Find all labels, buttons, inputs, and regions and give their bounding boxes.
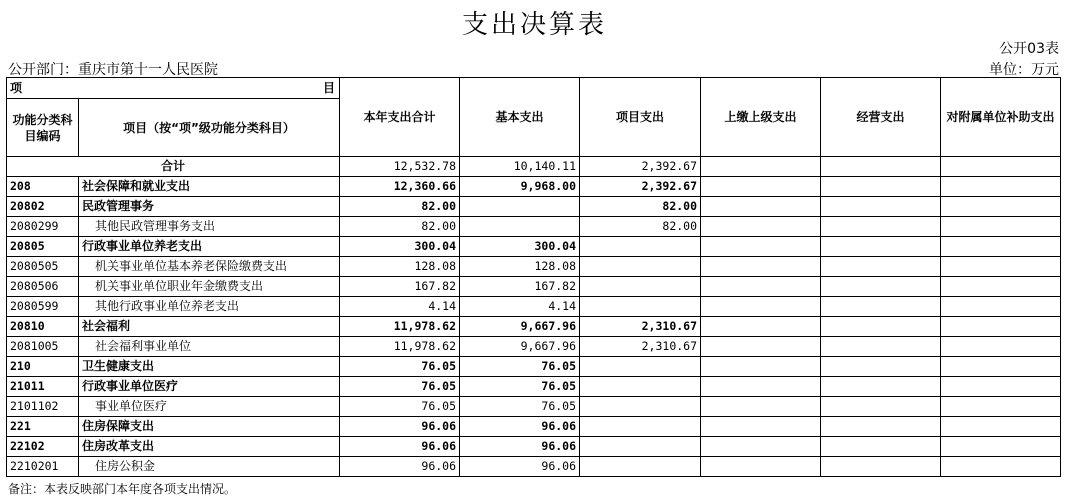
row-operate-cell [821, 357, 941, 377]
row-name-cell: 社会福利 [79, 317, 340, 337]
row-code-cell: 2081005 [7, 337, 79, 357]
table-row [7, 457, 1061, 477]
row-total-cell: 76.05 [340, 397, 460, 417]
row-upper-cell [701, 277, 821, 297]
row-code-cell: 20802 [7, 197, 79, 217]
table-row [7, 237, 1061, 257]
row-subsidy-cell [941, 457, 1061, 477]
header-code: 功能分类科目编码 [7, 99, 79, 157]
row-operate-cell [821, 197, 941, 217]
row-total-cell: 82.00 [340, 217, 460, 237]
row-upper-cell [701, 177, 821, 197]
row-total-cell: 76.05 [340, 377, 460, 397]
table-row [7, 377, 1061, 397]
row-name-cell: 住房公积金 [79, 457, 340, 477]
expenditure-table [6, 77, 1061, 477]
row-basic-cell: 9,968.00 [460, 177, 580, 197]
table-row [7, 317, 1061, 337]
row-code-cell: 21011 [7, 377, 79, 397]
row-subsidy-cell [941, 157, 1061, 177]
row-name-cell: 卫生健康支出 [79, 357, 340, 377]
row-basic-cell: 128.08 [460, 257, 580, 277]
row-subsidy-cell [941, 417, 1061, 437]
row-basic-cell: 9,667.96 [460, 337, 580, 357]
row-total-cell: 11,978.62 [340, 317, 460, 337]
row-upper-cell [701, 157, 821, 177]
row-project-cell: 82.00 [580, 197, 701, 217]
row-basic-cell: 96.06 [460, 437, 580, 457]
header-total: 本年支出合计 [340, 78, 460, 157]
row-subsidy-cell [941, 197, 1061, 217]
row-project-cell: 2,310.67 [580, 317, 701, 337]
row-project-cell [580, 237, 701, 257]
row-code-cell: 2080505 [7, 257, 79, 277]
row-operate-cell [821, 297, 941, 317]
header-project: 项目支出 [580, 78, 701, 157]
row-subsidy-cell [941, 357, 1061, 377]
row-code-cell: 208 [7, 177, 79, 197]
row-total-cell: 12,532.78 [340, 157, 460, 177]
row-subsidy-cell [941, 217, 1061, 237]
header-upper: 上缴上级支出 [701, 78, 821, 157]
row-project-cell [580, 297, 701, 317]
row-total-cell: 96.06 [340, 457, 460, 477]
row-upper-cell [701, 437, 821, 457]
row-total-cell: 12,360.66 [340, 177, 460, 197]
header-subsidy: 对附属单位补助支出 [941, 78, 1061, 157]
row-project-cell: 82.00 [580, 217, 701, 237]
row-project-cell: 2,392.67 [580, 177, 701, 197]
row-project-cell [580, 457, 701, 477]
row-name-cell: 机关事业单位职业年金缴费支出 [79, 277, 340, 297]
row-code-cell: 2080599 [7, 297, 79, 317]
row-basic-cell: 167.82 [460, 277, 580, 297]
row-subsidy-cell [941, 277, 1061, 297]
row-name-cell: 社会福利事业单位 [79, 337, 340, 357]
row-subsidy-cell [941, 397, 1061, 417]
form-number: 公开03表 [999, 41, 1059, 57]
row-project-cell [580, 257, 701, 277]
page-title: 支出决算表 [461, 10, 607, 40]
row-basic-cell: 96.06 [460, 417, 580, 437]
row-upper-cell [701, 217, 821, 237]
table-row [7, 337, 1061, 357]
row-basic-cell: 4.14 [460, 297, 580, 317]
row-subsidy-cell [941, 437, 1061, 457]
row-project-cell [580, 437, 701, 457]
row-operate-cell [821, 397, 941, 417]
row-name-cell: 行政事业单位医疗 [79, 377, 340, 397]
row-subsidy-cell [941, 177, 1061, 197]
row-basic-cell [460, 217, 580, 237]
row-operate-cell [821, 277, 941, 297]
row-code-cell: 22102 [7, 437, 79, 457]
row-upper-cell [701, 257, 821, 277]
row-code-cell: 221 [7, 417, 79, 437]
table-row [7, 357, 1061, 377]
row-name-cell: 住房改革支出 [79, 437, 340, 457]
table-row [7, 297, 1061, 317]
table-row [7, 277, 1061, 297]
row-upper-cell [701, 457, 821, 477]
row-operate-cell [821, 457, 941, 477]
row-project-cell: 2,310.67 [580, 337, 701, 357]
row-total-cell: 167.82 [340, 277, 460, 297]
table-row [7, 197, 1061, 217]
row-operate-cell [821, 337, 941, 357]
row-name-cell: 民政管理事务 [79, 197, 340, 217]
row-subsidy-cell [941, 297, 1061, 317]
row-upper-cell [701, 197, 821, 217]
row-upper-cell [701, 317, 821, 337]
row-code-cell: 20810 [7, 317, 79, 337]
row-name-cell: 住房保障支出 [79, 417, 340, 437]
row-subsidy-cell [941, 337, 1061, 357]
row-code-cell: 2080299 [7, 217, 79, 237]
total-label-cell: 合计 [7, 157, 340, 177]
row-upper-cell [701, 297, 821, 317]
row-total-cell: 76.05 [340, 357, 460, 377]
row-operate-cell [821, 217, 941, 237]
row-upper-cell [701, 397, 821, 417]
row-upper-cell [701, 377, 821, 397]
row-total-cell: 82.00 [340, 197, 460, 217]
row-basic-cell: 300.04 [460, 237, 580, 257]
row-code-cell: 20805 [7, 237, 79, 257]
row-upper-cell [701, 357, 821, 377]
row-name-cell: 机关事业单位基本养老保险缴费支出 [79, 257, 340, 277]
table-row [7, 397, 1061, 417]
row-code-cell: 2101102 [7, 397, 79, 417]
row-code-cell: 2210201 [7, 457, 79, 477]
row-name-cell: 行政事业单位养老支出 [79, 237, 340, 257]
row-project-cell [580, 397, 701, 417]
header-name: 项目（按“项”级功能分类科目） [79, 99, 340, 157]
row-subsidy-cell [941, 257, 1061, 277]
row-operate-cell [821, 237, 941, 257]
row-operate-cell [821, 437, 941, 457]
header-basic: 基本支出 [460, 78, 580, 157]
row-basic-cell: 96.06 [460, 457, 580, 477]
row-project-cell [580, 357, 701, 377]
table-row [7, 417, 1061, 437]
row-project-cell [580, 417, 701, 437]
footnote: 备注：本表反映部门本年度各项支出情况。 [8, 482, 237, 496]
row-code-cell: 2080506 [7, 277, 79, 297]
table-row [7, 157, 1061, 177]
row-upper-cell [701, 237, 821, 257]
row-total-cell: 128.08 [340, 257, 460, 277]
department-label: 公开部门：重庆市第十一人民医院 [8, 62, 218, 78]
table-row [7, 177, 1061, 197]
row-project-cell [580, 377, 701, 397]
row-name-cell: 事业单位医疗 [79, 397, 340, 417]
row-operate-cell [821, 377, 941, 397]
row-basic-cell: 9,667.96 [460, 317, 580, 337]
row-total-cell: 96.06 [340, 417, 460, 437]
row-operate-cell [821, 317, 941, 337]
row-subsidy-cell [941, 377, 1061, 397]
row-total-cell: 96.06 [340, 437, 460, 457]
row-upper-cell [701, 337, 821, 357]
row-upper-cell [701, 417, 821, 437]
row-total-cell: 300.04 [340, 237, 460, 257]
table-body [7, 157, 1061, 477]
row-code-cell: 210 [7, 357, 79, 377]
row-total-cell: 4.14 [340, 297, 460, 317]
row-name-cell: 社会保障和就业支出 [79, 177, 340, 197]
row-project-cell [580, 277, 701, 297]
row-total-cell: 11,978.62 [340, 337, 460, 357]
row-basic-cell: 76.05 [460, 357, 580, 377]
row-name-cell: 其他行政事业单位养老支出 [79, 297, 340, 317]
header-xiang: 项 [10, 80, 23, 95]
row-project-cell: 2,392.67 [580, 157, 701, 177]
row-basic-cell: 76.05 [460, 397, 580, 417]
row-basic-cell: 10,140.11 [460, 157, 580, 177]
row-basic-cell: 76.05 [460, 377, 580, 397]
row-subsidy-cell [941, 237, 1061, 257]
unit-label: 单位：万元 [989, 62, 1059, 78]
header-mu: 目 [323, 80, 336, 95]
row-name-cell: 其他民政管理事务支出 [79, 217, 340, 237]
row-basic-cell [460, 197, 580, 217]
row-operate-cell [821, 177, 941, 197]
header-xiang-mu-cell [7, 78, 340, 99]
table-row [7, 257, 1061, 277]
row-operate-cell [821, 417, 941, 437]
row-operate-cell [821, 157, 941, 177]
row-subsidy-cell [941, 317, 1061, 337]
header-operate: 经营支出 [821, 78, 941, 157]
table-row [7, 437, 1061, 457]
row-operate-cell [821, 257, 941, 277]
table-row [7, 217, 1061, 237]
